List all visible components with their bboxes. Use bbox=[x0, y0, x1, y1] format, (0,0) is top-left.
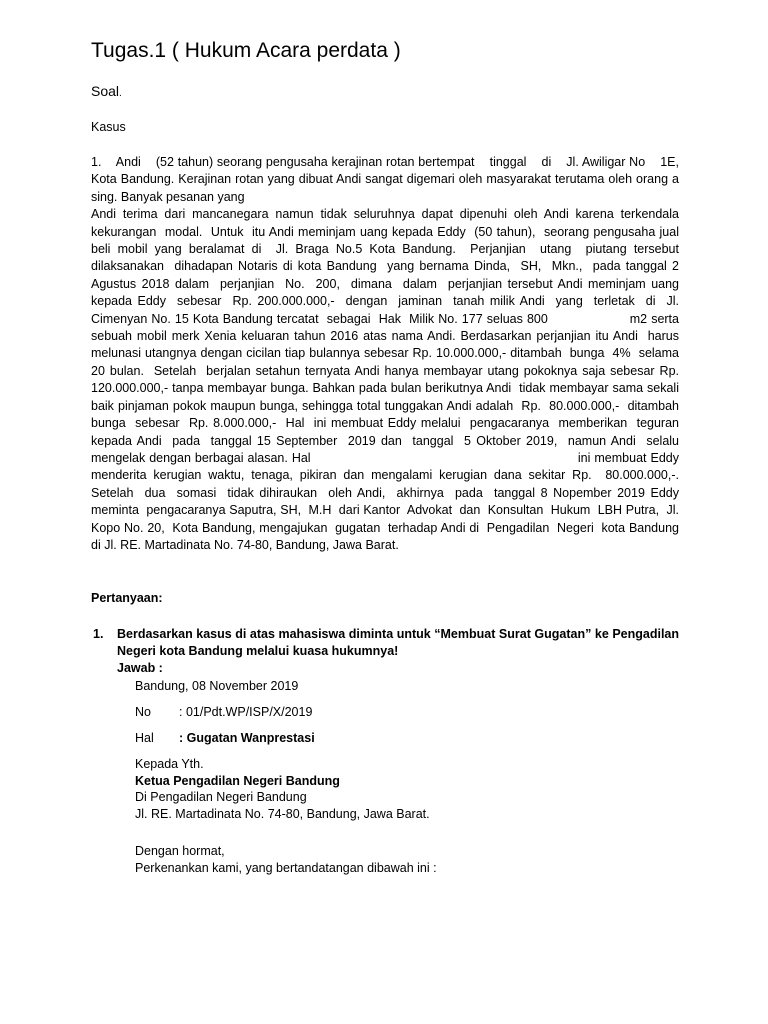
letter-recipient-address: Jl. RE. Martadinata No. 74-80, Bandung, Jawa Barat. bbox=[135, 806, 430, 821]
case-paragraph-2: Andi terima dari mancanegara namun tidak seluruhnya dapat dipenuhi oleh Andi karena terkendala kekurangan modal. Untuk itu Andi meminjam uang kepada Eddy (50 tahun), seorang pengusaha jual beli mobil yang beralamat di Jl. Braga No.5 Kota Bandung. Perjanjian utang piutang tersebut dilaksanakan dihadapan Notaris di kota Bandung yang bernama Dinda, SH, Mkn., pada tanggal 2 Agustus 2018 dalam perjanjian No. 200, dimana dalam perjanjian tersebut Andi meminjam uang kepada Eddy sebesar Rp. 200.000.000,- dengan jaminan tanah milik Andi yang terletak di Jl. Cimenyan No. 15 Kota Bandung tercatat sebagai Hak Milik No. 177 seluas 800 m2 serta sebuah mobil merk Xenia keluaran tahun 2016 atas nama Andi. Berdasarkan perjanjian itu Andi harus melunasi utangnya dengan cicilan tiap bulannya sebesar Rp. 10.000.000,- ditambah bunga 4% selama 20 bulan. Setelah berjalan setahun ternyata Andi hanya membayar utang pokoknya saja sebesar Rp. 120.000.000,- tanpa membayar bunga. Bahkan pada bulan berikutnya Andi tidak membayar sama sekali baik pinjaman pokok maupun bunga, sehingga total tunggakan Andi adalah Rp. 80.000.000,- ditambah bunga sebesar Rp. 8.000.000,- Hal ini membuat Eddy melalui pengacaranya memberikan teguran kepada Andi pada tanggal 15 September 2019 dan tanggal 5 Oktober 2019, namun Andi selalu mengelak dengan berbagai alasan. Hal ini membuat Eddy menderita kerugian waktu, tenaga, pikiran dan mengalami kerugian dana sekitar Rp. 80.000.000,-. Setelah dua somasi tidak dihiraukan oleh Andi, akhirnya pada tanggal 8 Nopember 2019 Eddy meminta pengacaranya Saputra, SH, M.H dari Kantor Advokat dan Konsultan Hukum LBH Putra, Jl. Kopo No. 20, Kota Bandung, mengajukan gugatan terhadap Andi di Pengadilan Negeri kota Bandung di Jl. RE. Martadinata No. 74-80, Bandung, Jawa Barat. bbox=[91, 207, 686, 552]
letter-number-label: No bbox=[135, 705, 151, 719]
letter-opening-block bbox=[135, 843, 437, 876]
soal-dot: . bbox=[119, 88, 122, 99]
jawab-label: Jawab : bbox=[117, 661, 163, 675]
question-item bbox=[91, 626, 679, 661]
document-title: Tugas.1 ( Hukum Acara perdata ) bbox=[91, 39, 401, 62]
question-number: 1. bbox=[93, 627, 104, 641]
letter-kepada: Kepada Yth. bbox=[135, 757, 204, 771]
case-description bbox=[91, 154, 686, 554]
letter-date: Bandung, 08 November 2019 bbox=[135, 679, 299, 693]
letter-number-value: : 01/Pdt.WP/ISP/X/2019 bbox=[179, 705, 313, 719]
letter-recipient-at: Di Pengadilan Negeri Bandung bbox=[135, 790, 307, 804]
kasus-heading: Kasus bbox=[91, 120, 126, 134]
letter-subject-colon: : bbox=[179, 731, 187, 745]
letter-recipient-name: Ketua Pengadilan Negeri Bandung bbox=[135, 773, 340, 788]
soal-label: Soal bbox=[91, 83, 120, 99]
letter-subject-label: Hal bbox=[135, 731, 154, 745]
letter-intro: Perkenankan kami, yang bertandatangan dibawah ini : bbox=[135, 860, 437, 875]
letter-subject-row bbox=[135, 730, 315, 747]
soal-heading bbox=[91, 82, 122, 103]
letter-subject-value: Gugatan Wanprestasi bbox=[186, 731, 315, 745]
letter-greeting: Dengan hormat, bbox=[135, 844, 225, 858]
case-paragraph-1: 1. Andi (52 tahun) seorang pengusaha kerajinan rotan bertempat tinggal di Jl. Awiligar No 1E, Kota Bandung. Kerajinan rotan yang dibuat Andi sangat digemari oleh masyarakat terutama oleh orang a sing. Banyak pesanan yang bbox=[91, 155, 683, 204]
pertanyaan-heading: Pertanyaan: bbox=[91, 591, 163, 605]
question-text: Berdasarkan kasus di atas mahasiswa diminta untuk “Membuat Surat Gugatan” ke Pengadilan Negeri kota Bandung melalui kuasa hukumnya! bbox=[117, 627, 679, 659]
letter-recipient-block bbox=[135, 756, 430, 822]
letter-number-row bbox=[135, 704, 312, 721]
